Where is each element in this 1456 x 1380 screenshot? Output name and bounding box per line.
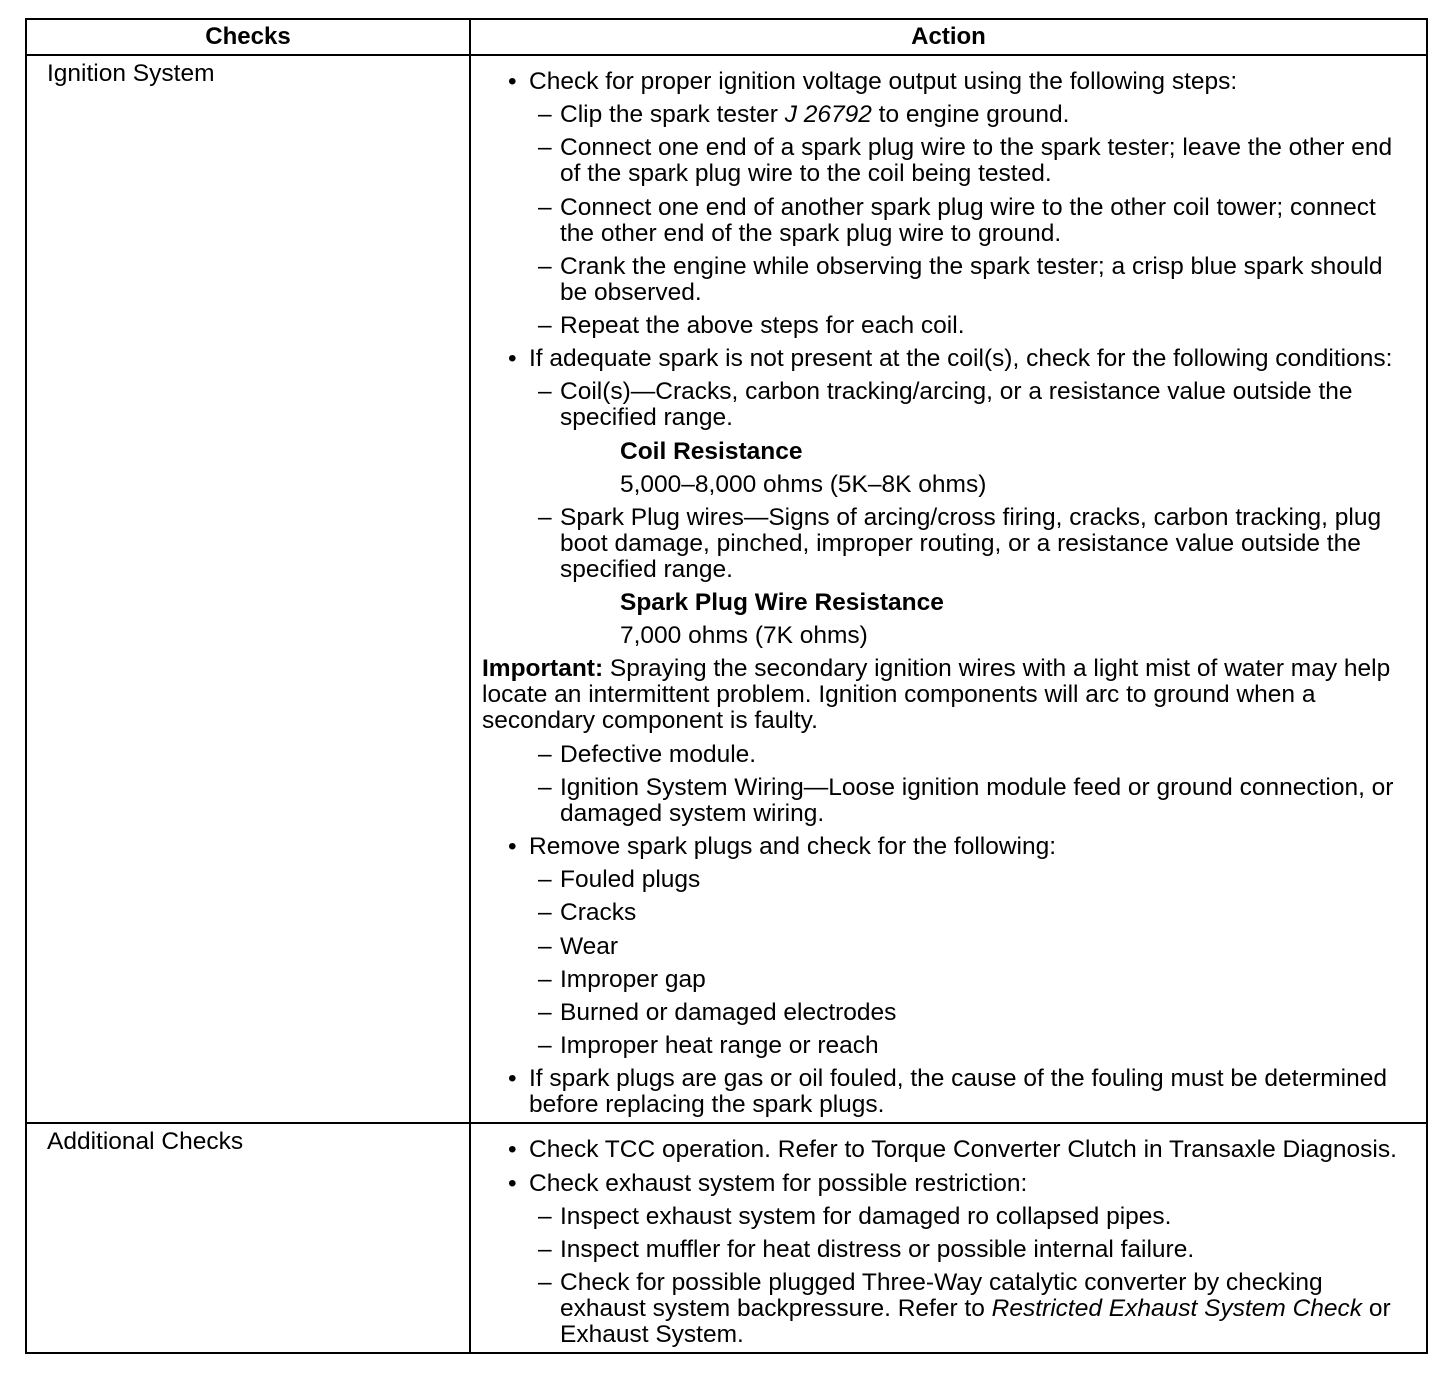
- list-item: – Inspect exhaust system for damaged ro collapsed pipes.: [482, 1204, 1418, 1230]
- check-label: Ignition System: [47, 60, 215, 87]
- step-crank-engine: – Crank the engine while observing the spark tester; a crisp blue spark should be observed.: [482, 254, 1418, 306]
- coil-resistance-label: Coil Resistance: [620, 437, 803, 465]
- checks-column-header: Checks: [26, 19, 470, 55]
- system-wiring-condition: – Ignition System Wiring—Loose ignition module feed or ground connection, or damaged system wiring.: [482, 775, 1418, 827]
- coil-condition: – Coil(s)—Cracks, carbon tracking/arcing, or a resistance value outside the specified range.: [482, 379, 1418, 431]
- list-item: – Improper gap: [482, 967, 1418, 993]
- spark-tester-tool: J 26792: [784, 101, 872, 129]
- important-text: Spraying the secondary ignition wires with a light mist of water may help locate an intermittent problem. Ignition components will arc to ground when a secondary component is faulty.: [482, 655, 1391, 735]
- list-item: – Fouled plugs: [482, 867, 1418, 893]
- inadequate-spark-check: • If adequate spark is not present at the coil(s), check for the following conditions:: [482, 346, 1418, 372]
- defective-module-condition: – Defective module.: [482, 742, 1418, 768]
- clip-step: [482, 102, 1418, 128]
- list-item: – Improper heat range or reach: [482, 1033, 1418, 1059]
- check-cell: [26, 55, 470, 1123]
- step-repeat: – Repeat the above steps for each coil.: [482, 313, 1418, 339]
- header-row: [26, 19, 1427, 55]
- plug-wire-condition: – Spark Plug wires—Signs of arcing/cross firing, cracks, carbon tracking, plug boot damage, pinched, improper routing, or a resistance value outside the specified range.: [482, 505, 1418, 583]
- check-label: Additional Checks: [47, 1128, 244, 1156]
- list-item: – Wear: [482, 934, 1418, 960]
- tcc-check: • Check TCC operation. Refer to Torque Converter Clutch in Transaxle Diagnosis.: [482, 1137, 1418, 1163]
- action-cell: [470, 55, 1427, 1123]
- step-connect-ground: – Connect one end of another spark plug wire to the other coil tower; connect the other end of the spark plug wire to ground.: [482, 195, 1418, 247]
- important-note: [482, 656, 1418, 734]
- step-connect-tester: – Connect one end of a spark plug wire to the spark tester; leave the other end of the spark plug wire to the coil being tested.: [482, 135, 1418, 187]
- plug-wire-resistance-label: Spark Plug Wire Resistance: [620, 589, 944, 617]
- remove-spark-plugs-check: • Remove spark plugs and check for the following:: [482, 834, 1418, 860]
- clip-step-text-end: to engine ground.: [871, 101, 1070, 129]
- action-column-header: Action: [470, 19, 1427, 55]
- converter-check: [482, 1270, 1418, 1348]
- list-item: – Inspect muffler for heat distress or possible internal failure.: [482, 1237, 1418, 1263]
- important-label: Important:: [482, 655, 604, 683]
- table-row-additional-checks: [26, 1123, 1427, 1353]
- clip-step-text: Clip the spark tester: [560, 101, 785, 129]
- converter-check-text-end: or Exhaust System.: [560, 1295, 1391, 1349]
- exhaust-restriction-check: • Check exhaust system for possible restriction:: [482, 1171, 1418, 1197]
- list-item: – Burned or damaged electrodes: [482, 1000, 1418, 1026]
- restricted-exhaust-reference: Restricted Exhaust System Check: [991, 1295, 1363, 1323]
- table-row-ignition-system: [26, 55, 1427, 1123]
- action-cell: [470, 1123, 1427, 1353]
- voltage-output-check: • Check for proper ignition voltage output using the following steps:: [482, 69, 1418, 95]
- diagnosis-table: [25, 18, 1428, 1354]
- converter-check-text: Check for possible plugged Three-Way catalytic converter by checking exhaust system backpressure. Refer to: [560, 1269, 1323, 1323]
- list-item: – Cracks: [482, 900, 1418, 926]
- plug-wire-resistance-value: 7,000 ohms (7K ohms): [620, 622, 868, 650]
- coil-resistance-value: 5,000–8,000 ohms (5K–8K ohms): [620, 470, 987, 498]
- check-cell: [26, 1123, 470, 1353]
- fouling-note: • If spark plugs are gas or oil fouled, the cause of the fouling must be determined before replacing the spark plugs.: [482, 1066, 1418, 1118]
